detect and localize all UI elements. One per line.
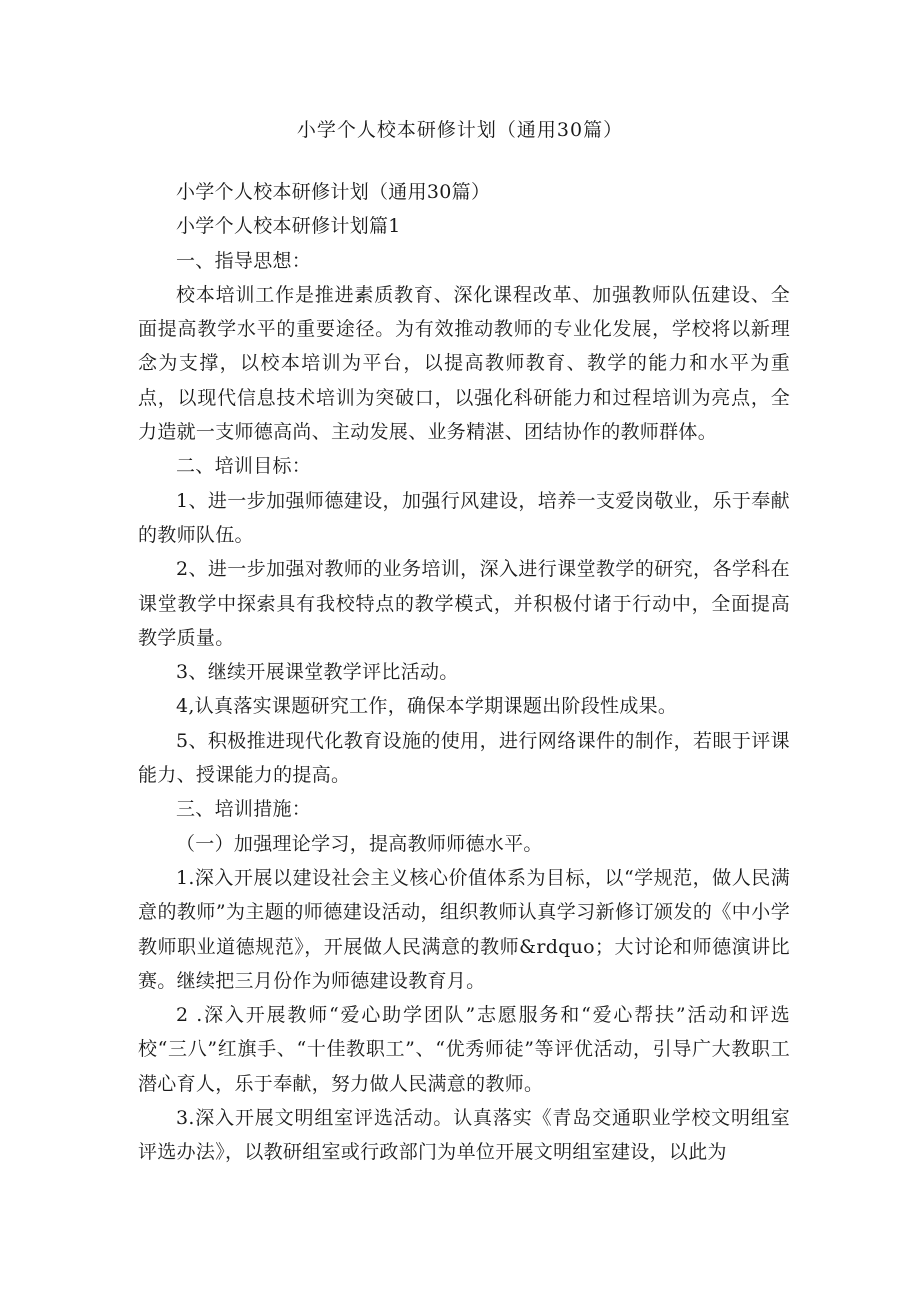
heading-guiding-ideology: 一、指导思想： bbox=[176, 249, 312, 272]
paragraph-goal-5: 5、积极推进现代化教育设施的使用，进行网络课件的制作，若眼于评课能力、授课能力的提高。 bbox=[138, 729, 790, 787]
document-body bbox=[138, 175, 790, 1170]
paragraph-goal-1: 1、进一步加强师德建设，加强行风建设，培养一支爱岗敬业，乐于奉献的教师队伍。 bbox=[138, 489, 790, 546]
paragraph-subtitle: 小学个人校本研修计划（通用30篇） bbox=[176, 181, 491, 203]
heading-measure-1: （一）加强理论学习，提高教师师德水平。 bbox=[176, 832, 543, 855]
paragraph-guiding-ideology: 校本培训工作是推进素质教育、深化课程改革、加强教师队伍建设、全面提高教学水平的重要途径。为有效推动教师的专业化发展，学校将以新理念为支撑，以校本培训为平台，以提高教师教育、教学的能力和水平为重点，以现代信息技术培训为突破口，以强化科研能力和过程培训为亮点，全力造就一支师德高尚、主动发展、业务精湛、团结协作的教师群体。 bbox=[138, 283, 790, 444]
paragraph-measure-1-3: 3.深入开展文明组室评选活动。认真落实《青岛交通职业学校文明组室评选办法》，以教研组室或行政部门为单位开展文明组室建设，以此为 bbox=[138, 1107, 790, 1164]
heading-training-measures: 三、培训措施： bbox=[176, 798, 312, 821]
heading-training-goals: 二、培训目标： bbox=[176, 455, 312, 478]
paragraph-measure-1-2: 2 .深入开展教师“爱心助学团队”志愿服务和“爱心帮扶”活动和评选校“三八”红旗手、“十佳教职工”、“优秀师徒”等评优活动，引导广大教职工潜心育人，乐于奉献，努力做人民满意的教师。 bbox=[138, 1004, 790, 1095]
document-title: 小学个人校本研修计划（通用30篇） bbox=[296, 119, 624, 141]
paragraph-measure-1-1: 1.深入开展以建设社会主义核心价值体系为目标，以“学规范，做人民满意的教师”为主题的师德建设活动，组织教师认真学习新修订颁发的《中小学教师职业道德规范》，开展做人民满意的教师&rdquo；大讨论和师德演讲比赛。继续把三月份作为师德建设教育月。 bbox=[138, 866, 790, 992]
paragraph-section-title: 小学个人校本研修计划篇1 bbox=[176, 215, 401, 238]
paragraph-goal-3: 3、继续开展课堂教学评比活动。 bbox=[176, 661, 459, 684]
paragraph-goal-2: 2、进一步加强对教师的业务培训，深入进行课堂教学的研究，各学科在课堂教学中探索具有我校特点的教学模式，并积极付诸于行动中，全面提高教学质量。 bbox=[138, 558, 790, 649]
paragraph-goal-4: 4,认真落实课题研究工作，确保本学期课题出阶段性成果。 bbox=[176, 695, 678, 718]
